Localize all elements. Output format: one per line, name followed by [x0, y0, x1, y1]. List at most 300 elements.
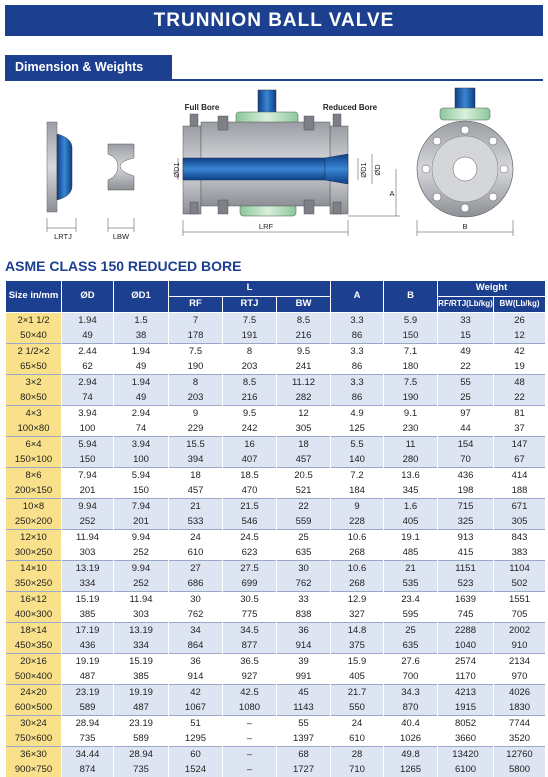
table-row: [6, 716, 546, 732]
table-cell: 415: [438, 545, 494, 561]
size-cell: 6×4: [6, 437, 62, 453]
table-cell: 521: [277, 483, 331, 499]
table-row: [6, 499, 546, 515]
table-cell: 12: [277, 406, 331, 422]
table-cell: 1067: [169, 700, 223, 716]
table-cell: 303: [114, 607, 169, 623]
table-cell: 24: [331, 716, 384, 732]
table-cell: 42: [169, 685, 223, 701]
table-cell: 74: [62, 390, 114, 406]
section-divider: [5, 79, 543, 81]
table-cell: 775: [223, 607, 277, 623]
table-cell: 1.94: [114, 375, 169, 391]
table-cell: 25: [438, 390, 494, 406]
table-cell: 1.94: [62, 313, 114, 329]
table-cell: 44: [438, 421, 494, 437]
table-cell: 51: [169, 716, 223, 732]
table-cell: 9.94: [62, 499, 114, 515]
size-cell: 14×10: [6, 561, 62, 577]
table-cell: 37: [494, 421, 546, 437]
a-label: A: [389, 189, 394, 198]
table-row: [6, 437, 546, 453]
table-row: [6, 421, 546, 437]
table-row: [6, 654, 546, 670]
table-cell: 34.44: [62, 747, 114, 763]
table-cell: 970: [494, 669, 546, 685]
table-cell: 913: [438, 530, 494, 546]
table-cell: 268: [331, 576, 384, 592]
table-cell: 334: [114, 638, 169, 654]
full-bore-label: Full Bore: [185, 103, 220, 112]
table-cell: 100: [62, 421, 114, 437]
table-row: [6, 623, 546, 639]
table-cell: 710: [331, 762, 384, 777]
table-cell: 3.3: [331, 375, 384, 391]
table-cell: 2574: [438, 654, 494, 670]
table-cell: –: [223, 762, 277, 777]
size-cell: 8×6: [6, 468, 62, 484]
d1-left-label: ØD1: [172, 162, 181, 177]
table-cell: 7.2: [331, 468, 384, 484]
table-cell: 188: [494, 483, 546, 499]
d1-right-label: ØD1: [359, 162, 368, 177]
table-cell: 34.5: [223, 623, 277, 639]
table-cell: 216: [277, 328, 331, 344]
header-weight: Weight: [438, 281, 546, 297]
table-cell: 18: [169, 468, 223, 484]
table-cell: 502: [494, 576, 546, 592]
table-cell: 610: [169, 545, 223, 561]
size-cell: 100×80: [6, 421, 62, 437]
table-cell: 229: [169, 421, 223, 437]
table-cell: 325: [438, 514, 494, 530]
table-cell: 6100: [438, 762, 494, 777]
table-cell: 414: [494, 468, 546, 484]
table-cell: 252: [114, 545, 169, 561]
size-cell: 10×8: [6, 499, 62, 515]
table-cell: 14.8: [331, 623, 384, 639]
table-cell: 282: [277, 390, 331, 406]
table-cell: 385: [62, 607, 114, 623]
header-b: B: [384, 281, 438, 313]
table-cell: 19.1: [384, 530, 438, 546]
table-cell: 383: [494, 545, 546, 561]
table-cell: 334: [62, 576, 114, 592]
table-cell: 914: [277, 638, 331, 654]
table-cell: 190: [384, 390, 438, 406]
table-cell: 9.94: [114, 561, 169, 577]
table-cell: 30.5: [223, 592, 277, 608]
page-title: TRUNNION BALL VALVE: [5, 5, 543, 36]
table-cell: 3660: [438, 731, 494, 747]
table-cell: 8: [223, 344, 277, 360]
table-cell: 838: [277, 607, 331, 623]
table-cell: 198: [438, 483, 494, 499]
table-cell: 9.1: [384, 406, 438, 422]
table-cell: 228: [331, 514, 384, 530]
table-row: [6, 700, 546, 716]
table-cell: 305: [494, 514, 546, 530]
table-cell: 140: [331, 452, 384, 468]
table-cell: 5.94: [62, 437, 114, 453]
table-row: [6, 375, 546, 391]
size-cell: 65×50: [6, 359, 62, 375]
table-cell: 1080: [223, 700, 277, 716]
size-cell: 300×250: [6, 545, 62, 561]
size-cell: 80×50: [6, 390, 62, 406]
table-cell: 877: [223, 638, 277, 654]
table-row: [6, 669, 546, 685]
table-cell: 9.94: [114, 530, 169, 546]
table-cell: 4026: [494, 685, 546, 701]
table-cell: 150: [384, 328, 438, 344]
table-cell: 38: [114, 328, 169, 344]
table-row: [6, 452, 546, 468]
table-cell: 13.19: [62, 561, 114, 577]
table-cell: 7: [169, 313, 223, 329]
table-cell: 735: [62, 731, 114, 747]
b-label: B: [462, 222, 467, 231]
table-cell: 19.19: [114, 685, 169, 701]
table-cell: 21.5: [223, 499, 277, 515]
table-cell: 3.94: [62, 406, 114, 422]
table-cell: 457: [169, 483, 223, 499]
table-cell: 30: [277, 561, 331, 577]
size-cell: 400×300: [6, 607, 62, 623]
table-cell: 11.12: [277, 375, 331, 391]
table-cell: 345: [384, 483, 438, 499]
table-cell: 21: [384, 561, 438, 577]
table-cell: 178: [169, 328, 223, 344]
table-cell: 39: [277, 654, 331, 670]
table-cell: 487: [114, 700, 169, 716]
lbw-label: LBW: [113, 232, 130, 241]
table-cell: 8.5: [277, 313, 331, 329]
table-cell: 5.94: [114, 468, 169, 484]
table-cell: 86: [331, 390, 384, 406]
table-cell: 15.19: [114, 654, 169, 670]
table-cell: 201: [62, 483, 114, 499]
table-cell: 34.3: [384, 685, 438, 701]
table-cell: 595: [384, 607, 438, 623]
table-cell: 13420: [438, 747, 494, 763]
table-cell: 27.6: [384, 654, 438, 670]
table-cell: 1727: [277, 762, 331, 777]
table-row: [6, 328, 546, 344]
table-cell: 33: [277, 592, 331, 608]
table-cell: 2288: [438, 623, 494, 639]
table-cell: 100: [114, 452, 169, 468]
table-cell: 385: [114, 669, 169, 685]
header-rtj: RTJ: [223, 297, 277, 313]
table-cell: 436: [438, 468, 494, 484]
table-cell: 686: [169, 576, 223, 592]
table-cell: 49: [62, 328, 114, 344]
table-cell: 7.5: [169, 344, 223, 360]
table-cell: 1551: [494, 592, 546, 608]
header-size: Size in/mm: [6, 281, 62, 313]
table-cell: 45: [277, 685, 331, 701]
reduced-bore-label: Reduced Bore: [323, 103, 378, 112]
size-cell: 18×14: [6, 623, 62, 639]
table-cell: 991: [277, 669, 331, 685]
table-cell: 180: [384, 359, 438, 375]
size-cell: 2×1 1/2: [6, 313, 62, 329]
table-cell: 201: [114, 514, 169, 530]
table-cell: 405: [384, 514, 438, 530]
table-cell: 17.19: [62, 623, 114, 639]
table-cell: 33: [438, 313, 494, 329]
table-cell: 1295: [169, 731, 223, 747]
table-cell: 927: [223, 669, 277, 685]
table-row: [6, 576, 546, 592]
table-cell: 55: [277, 716, 331, 732]
bw-end: [108, 144, 134, 241]
table-cell: 49: [114, 390, 169, 406]
table-cell: 762: [277, 576, 331, 592]
table-cell: 1397: [277, 731, 331, 747]
size-cell: 12×10: [6, 530, 62, 546]
table-cell: 55: [438, 375, 494, 391]
table-cell: 68: [277, 747, 331, 763]
table-cell: 523: [438, 576, 494, 592]
table-cell: 40.4: [384, 716, 438, 732]
table-cell: 27.5: [223, 561, 277, 577]
table-cell: 19: [494, 359, 546, 375]
table-cell: 635: [277, 545, 331, 561]
table-cell: 1830: [494, 700, 546, 716]
table-cell: 2.94: [114, 406, 169, 422]
table-cell: 18.5: [223, 468, 277, 484]
table-cell: 26: [494, 313, 546, 329]
table-cell: 27: [169, 561, 223, 577]
table-cell: 67: [494, 452, 546, 468]
table-cell: 610: [331, 731, 384, 747]
table-cell: 11.94: [114, 592, 169, 608]
table-cell: 1265: [384, 762, 438, 777]
table-cell: 3.94: [114, 437, 169, 453]
table-cell: 715: [438, 499, 494, 515]
table-cell: 8.5: [223, 375, 277, 391]
size-cell: 3×2: [6, 375, 62, 391]
table-cell: 9.5: [223, 406, 277, 422]
table-cell: 268: [331, 545, 384, 561]
section-view: [172, 90, 400, 236]
table-cell: 910: [494, 638, 546, 654]
table-cell: 1915: [438, 700, 494, 716]
table-cell: 305: [277, 421, 331, 437]
size-cell: 750×600: [6, 731, 62, 747]
header-l: L: [169, 281, 331, 297]
valve-drawings: [0, 86, 548, 246]
table-cell: 15.5: [169, 437, 223, 453]
section-title: Dimension & Weights: [5, 55, 172, 79]
table-cell: 623: [223, 545, 277, 561]
size-cell: 20×16: [6, 654, 62, 670]
table-cell: 436: [62, 638, 114, 654]
table-cell: 70: [438, 452, 494, 468]
header-d: ØD: [62, 281, 114, 313]
table-cell: 8: [169, 375, 223, 391]
table-cell: 700: [384, 669, 438, 685]
size-cell: 2 1/2×2: [6, 344, 62, 360]
table-cell: 147: [494, 437, 546, 453]
table-cell: 9: [331, 499, 384, 515]
table-row: [6, 514, 546, 530]
header-weight-rf: RF/RTJ(Lb/kg): [438, 297, 494, 313]
table-cell: 7744: [494, 716, 546, 732]
table-cell: 12: [494, 328, 546, 344]
table-body: [6, 313, 546, 777]
table-cell: 203: [169, 390, 223, 406]
lrtj-label: LRTJ: [54, 232, 72, 241]
table-cell: 535: [384, 576, 438, 592]
size-cell: 36×30: [6, 747, 62, 763]
table-cell: 154: [438, 437, 494, 453]
table-cell: 125: [331, 421, 384, 437]
rtj-flange-end: [47, 122, 76, 241]
table-cell: 1151: [438, 561, 494, 577]
table-cell: 2.44: [62, 344, 114, 360]
header-a: A: [331, 281, 384, 313]
table-cell: 19.19: [62, 654, 114, 670]
table-row: [6, 607, 546, 623]
table-cell: 49: [438, 344, 494, 360]
table-row: [6, 762, 546, 777]
table-cell: 1.6: [384, 499, 438, 515]
table-cell: 327: [331, 607, 384, 623]
header-rf: RF: [169, 297, 223, 313]
table-cell: 5800: [494, 762, 546, 777]
table-cell: 48: [494, 375, 546, 391]
flange-face-view: [417, 88, 513, 236]
table-cell: 36: [277, 623, 331, 639]
table-cell: 457: [277, 452, 331, 468]
table-cell: 230: [384, 421, 438, 437]
table-cell: 81: [494, 406, 546, 422]
table-row: [6, 359, 546, 375]
size-cell: 4×3: [6, 406, 62, 422]
table-cell: 28: [331, 747, 384, 763]
table-cell: 2134: [494, 654, 546, 670]
table-row: [6, 483, 546, 499]
table-cell: 22: [438, 359, 494, 375]
table-row: [6, 390, 546, 406]
table-cell: 280: [384, 452, 438, 468]
table-cell: 485: [384, 545, 438, 561]
table-cell: 252: [114, 576, 169, 592]
header-bw: BW: [277, 297, 331, 313]
table-row: [6, 545, 546, 561]
table-cell: 7.5: [384, 375, 438, 391]
table-cell: 86: [331, 359, 384, 375]
size-cell: 500×400: [6, 669, 62, 685]
table-cell: 36.5: [223, 654, 277, 670]
table-cell: 870: [384, 700, 438, 716]
table-cell: 11: [384, 437, 438, 453]
table-cell: 22: [277, 499, 331, 515]
table-row: [6, 530, 546, 546]
table-cell: 635: [384, 638, 438, 654]
table-cell: 3.3: [331, 313, 384, 329]
table-cell: 23.4: [384, 592, 438, 608]
table-row: [6, 344, 546, 360]
table-cell: 1143: [277, 700, 331, 716]
table-cell: 559: [277, 514, 331, 530]
table-cell: 864: [169, 638, 223, 654]
size-cell: 16×12: [6, 592, 62, 608]
table-cell: 550: [331, 700, 384, 716]
table-row: [6, 731, 546, 747]
table-row: [6, 747, 546, 763]
table-cell: 7.1: [384, 344, 438, 360]
table-cell: 30: [169, 592, 223, 608]
table-cell: 5.9: [384, 313, 438, 329]
table-cell: –: [223, 731, 277, 747]
table-cell: 49: [114, 359, 169, 375]
size-cell: 350×250: [6, 576, 62, 592]
table-cell: 184: [331, 483, 384, 499]
table-cell: 1639: [438, 592, 494, 608]
table-cell: 42: [494, 344, 546, 360]
table-cell: 9: [169, 406, 223, 422]
size-cell: 600×500: [6, 700, 62, 716]
table-cell: 2.94: [62, 375, 114, 391]
table-cell: 15.19: [62, 592, 114, 608]
table-row: [6, 313, 546, 329]
table-cell: 1.5: [114, 313, 169, 329]
table-row: [6, 592, 546, 608]
table-row: [6, 468, 546, 484]
table-cell: 10.6: [331, 561, 384, 577]
table-cell: 15: [438, 328, 494, 344]
table-row: [6, 406, 546, 422]
table-cell: 589: [62, 700, 114, 716]
table-cell: 1524: [169, 762, 223, 777]
table-cell: 1026: [384, 731, 438, 747]
table-cell: 21: [169, 499, 223, 515]
table-cell: 12760: [494, 747, 546, 763]
table-cell: 12.9: [331, 592, 384, 608]
table-cell: 16: [223, 437, 277, 453]
table-cell: 24.5: [223, 530, 277, 546]
table-cell: 34: [169, 623, 223, 639]
size-cell: 30×24: [6, 716, 62, 732]
table-cell: 23.19: [62, 685, 114, 701]
dimension-table: [5, 280, 546, 777]
size-cell: 50×40: [6, 328, 62, 344]
table-cell: 9.5: [277, 344, 331, 360]
table-cell: 13.6: [384, 468, 438, 484]
table-cell: 10.6: [331, 530, 384, 546]
header-weight-bw: BW(Lb/kg): [494, 297, 546, 313]
size-cell: 450×350: [6, 638, 62, 654]
table-cell: 23.19: [114, 716, 169, 732]
table-cell: 762: [169, 607, 223, 623]
table-cell: 394: [169, 452, 223, 468]
lrf-label: LRF: [259, 222, 274, 231]
table-cell: 42.5: [223, 685, 277, 701]
table-cell: 303: [62, 545, 114, 561]
table-cell: 62: [62, 359, 114, 375]
valve-drawing-svg: [0, 86, 548, 246]
table-cell: 15.9: [331, 654, 384, 670]
table-cell: 1040: [438, 638, 494, 654]
size-cell: 150×100: [6, 452, 62, 468]
table-cell: 533: [169, 514, 223, 530]
table-cell: 24: [169, 530, 223, 546]
table-cell: 671: [494, 499, 546, 515]
